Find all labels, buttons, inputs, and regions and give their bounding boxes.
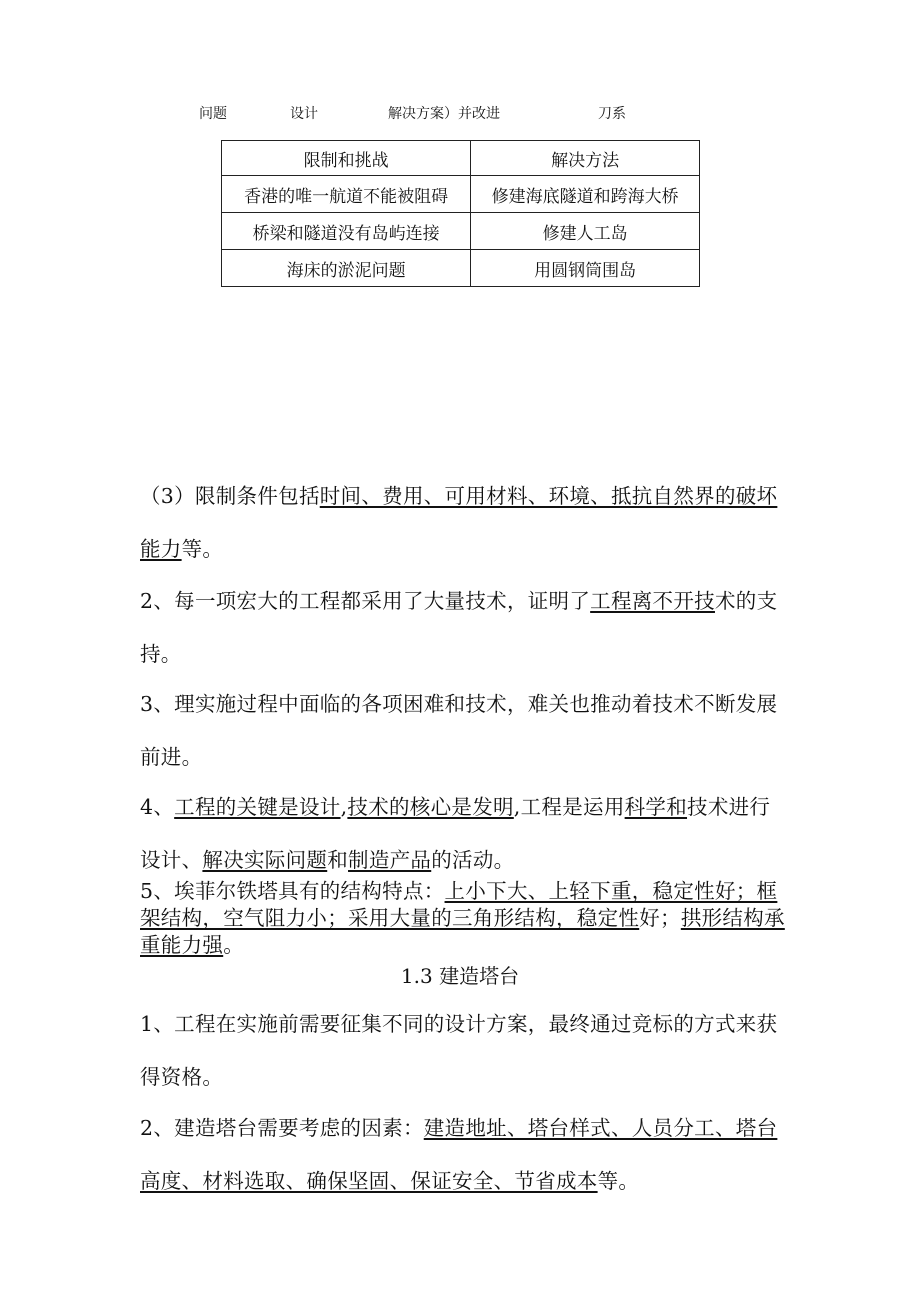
underlined-answer: 制造产品 [348, 848, 432, 872]
underlined-answer: 时间、费用、可用材料、环境、抵抗自然界的破坏能力 [140, 484, 778, 561]
paragraph-item-3: 3、理实施过程中面临的各项困难和技术，难关也推动着技术不断发展前进。 [140, 692, 778, 769]
paragraph-tower-1: 1、工程在实施前需要征集不同的设计方案，最终通过竞标的方式来获得资格。 [140, 1012, 778, 1089]
underlined-answer: 科学和 [624, 795, 688, 819]
flow-label-design: 设计 [290, 106, 318, 122]
table-cell: 用圆钢筒围岛 [471, 250, 700, 287]
paragraph-item-5: 5、埃菲尔铁塔具有的结构特点：上小下大、上轻下重，稳定性好；框架结构，空气阻力小；采用大量的三角形结构，稳定性好；拱形结构承重能力强。 [140, 879, 785, 957]
paragraph-item-4: 4、工程的关键是设计,技术的核心是发明,工程是运用科学和技术进行设计、解决实际问题和制造产品的活动。 [140, 795, 771, 872]
table-row [222, 176, 700, 213]
flow-label-solution: 解决方案）并改进 [388, 106, 500, 122]
underlined-answer: 解决实际问题 [202, 848, 328, 872]
paragraph-tower-2: 2、建造塔台需要考虑的因素：建造地址、塔台样式、人员分工、塔台高度、材料选取、确保坚固、保证安全、节省成本等。 [140, 1116, 778, 1193]
flow-label-system: 刀系 [598, 106, 626, 122]
paragraph-constraints: （3）限制条件包括时间、费用、可用材料、环境、抵抗自然界的破坏能力等。 [140, 484, 778, 561]
section-heading: 1.3 建造塔台 [400, 964, 520, 988]
table-cell: 桥梁和隧道没有岛屿连接 [222, 213, 471, 250]
table-row [222, 213, 700, 250]
underlined-answer: 上小下大、上轻下重，稳定性好；框架结构，空气阻力小；采用大量的三角形结构，稳定性 [140, 879, 778, 930]
underlined-answer: 技术的核心是发明 [347, 795, 514, 819]
underlined-answer: 工程离不开技 [590, 589, 715, 613]
table-cell: 修建海底隧道和跨海大桥 [471, 176, 700, 213]
table-header: 解决方法 [471, 141, 700, 176]
table-cell: 修建人工岛 [471, 213, 700, 250]
flow-label-problem: 问题 [199, 106, 227, 122]
underlined-answer: 建造地址、塔台样式、人员分工、塔台高度、材料选取、确保坚固、保证安全、节省成本 [140, 1116, 778, 1193]
underlined-answer: 拱形结构承重能力强 [140, 906, 785, 957]
table-header-row [222, 141, 700, 176]
limits-table [221, 140, 700, 287]
table-row [222, 250, 700, 287]
table-cell: 香港的唯一航道不能被阻碍 [222, 176, 471, 213]
underlined-answer: 工程的关键是设计 [174, 795, 341, 819]
table-header: 限制和挑战 [222, 141, 471, 176]
paragraph-item-2: 2、每一项宏大的工程都采用了大量技术，证明了工程离不开技术的支持。 [140, 589, 778, 666]
table-cell: 海床的淤泥问题 [222, 250, 471, 287]
